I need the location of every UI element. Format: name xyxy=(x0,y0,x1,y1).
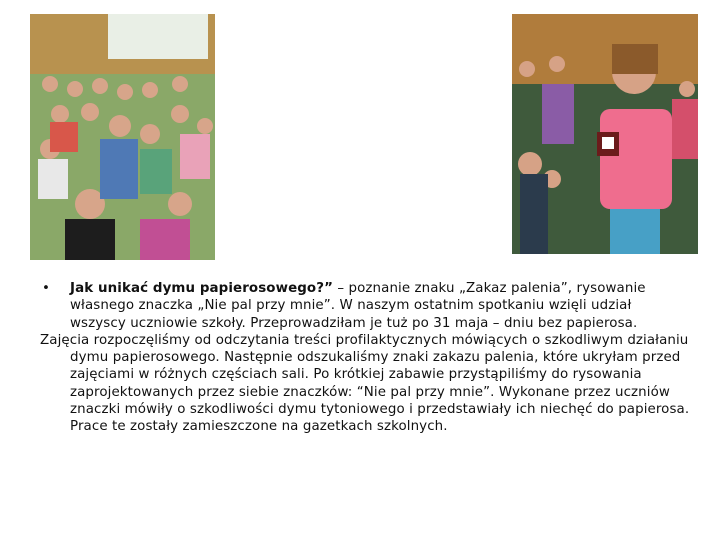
photo-children-sitting xyxy=(30,14,215,260)
body-paragraph: Zajęcia rozpoczęliśmy od odczytania treści profilaktycznych mówiących o szkodliwym działaniu dymu papierosowego. Następnie odszukaliśmy znaki zakazu palenia, które ukryłam przed zajęciami w różnych częściach sali. Po krótkiej zabawie przystąpiliśmy do rysowania zaprojektowanych przez siebie znaczków: “Nie pal przy mnie”. Wykonane przez uczniów znaczki mówiły o szkodliwości dymu tytoniowego i przedstawiały ich niechęć do papierosa. Prace te zostały zamieszczone na gazetkach szkolnych. xyxy=(40,332,690,435)
bullet-marker: • xyxy=(42,281,50,296)
photo-girl-holding-badge xyxy=(512,14,698,254)
item-text: – poznanie znaku „Zakaz palenia”, rysowanie własnego znaczka „Nie pal przy mnie”. W naszym ostatnim spotkaniu wzięli udział wszyscy uczniowie szkoły. Przeprowadziłam je tuż po 31 maja – dniu bez papierosa. xyxy=(70,281,646,331)
main-text xyxy=(40,280,690,436)
bullet-item xyxy=(40,280,690,332)
item-title: Jak unikać dymu papierosowego?” xyxy=(70,281,334,296)
